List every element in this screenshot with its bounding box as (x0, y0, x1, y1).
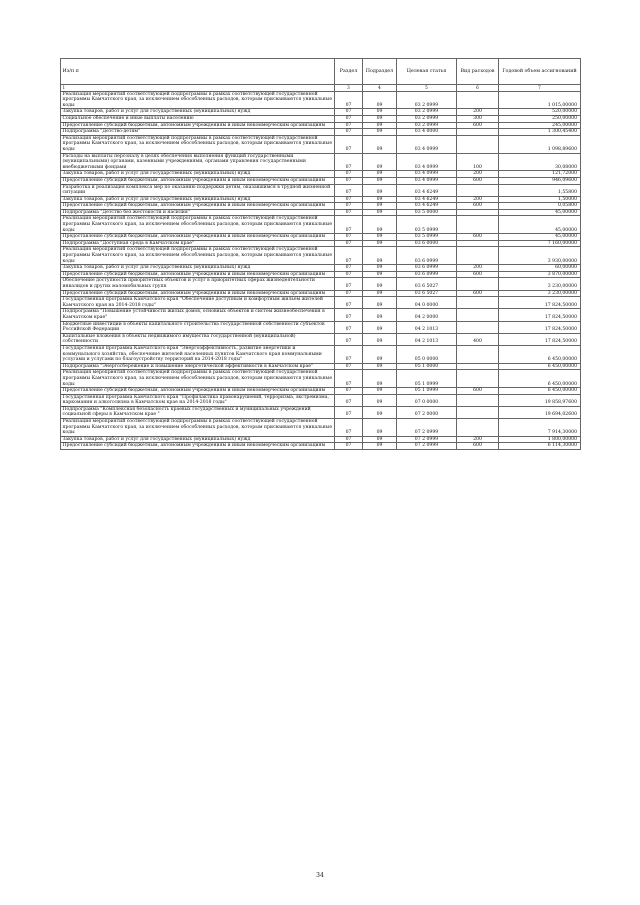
row-vid (457, 184, 499, 196)
row-razdel: 07 (335, 278, 363, 290)
row-vid (457, 419, 499, 437)
table-row (61, 209, 581, 216)
table-row (61, 109, 581, 116)
table-row (61, 419, 581, 437)
row-sum: 6 450,00000 (499, 363, 581, 370)
row-name: Предоставление субсидий бюджетным, автономным учреждениям и иным некоммерческим организациям (61, 122, 335, 129)
row-name: Социальное обеспечение и иные выплаты населению (61, 115, 335, 122)
row-target: 05 0 0000 (397, 345, 457, 363)
row-target: 04 2 1013 (397, 321, 457, 333)
row-razdel: 07 (335, 184, 363, 196)
header-vid: Вид расходов (457, 59, 499, 85)
row-sum: 1 015,00000 (499, 91, 581, 109)
row-sum: 245,00000 (499, 122, 581, 129)
table-row (61, 203, 581, 210)
row-target: 03 6 5027 (397, 278, 457, 290)
table-row (61, 129, 581, 136)
row-target: 05 1 0999 (397, 370, 457, 388)
row-target: 07 0 0000 (397, 394, 457, 406)
row-sum: 1 300,45400 (499, 129, 581, 136)
row-name: Обеспечение доступности приоритетных объектов и услуг в приоритетных сферах жизнедеятельности инвалидов и других маломобильных групп (61, 278, 335, 290)
row-sum: 1 098,89600 (499, 135, 581, 153)
row-razdel: 07 (335, 290, 363, 297)
row-target: 03 4 0999 (397, 171, 457, 178)
table-row (61, 234, 581, 241)
row-sum: 6 114,30000 (499, 443, 581, 450)
row-target: 03 4 6249 (397, 196, 457, 203)
row-razdel: 07 (335, 345, 363, 363)
row-podrazdel: 09 (363, 184, 397, 196)
row-sum: 1 800,00000 (499, 436, 581, 443)
row-name: Реализация мероприятий соответствующей подпрограммы в рамках соответствующей государственной программы Камчатского края, за исключением обособленных расходов, которым присваиваются уникальные коды (61, 91, 335, 109)
row-razdel: 07 (335, 394, 363, 406)
row-sum: 6 450,00000 (499, 388, 581, 395)
row-podrazdel: 09 (363, 278, 397, 290)
row-razdel: 07 (335, 406, 363, 418)
table-row (61, 271, 581, 278)
row-vid: 200 (457, 436, 499, 443)
row-name: Реализация мероприятий соответствующей подпрограммы в рамках соответствующей государственной программы Камчатского края, за исключением обособленных расходов, которым присваиваются уникальные коды (61, 216, 335, 234)
row-target: 04 2 0000 (397, 309, 457, 321)
row-target: 07 2 0999 (397, 436, 457, 443)
row-sum: 0,05800 (499, 203, 581, 210)
row-target: 03 4 0999 (397, 177, 457, 184)
row-target: 07 2 0000 (397, 406, 457, 418)
table-row (61, 370, 581, 388)
row-vid (457, 345, 499, 363)
row-podrazdel: 09 (363, 171, 397, 178)
row-podrazdel: 09 (363, 388, 397, 395)
row-name: Подпрограмма "Комплексная безопасность краевых государственных и муниципальных учреждений социальной сферы в Камчатском крае " (61, 406, 335, 418)
row-razdel: 07 (335, 363, 363, 370)
row-podrazdel: 09 (363, 247, 397, 265)
header-name: Из/п п (61, 59, 335, 85)
row-vid: 200 (457, 265, 499, 272)
row-sum: 17 824,50000 (499, 297, 581, 309)
row-name: Подпрограмма "Повышение устойчивости жилых домов, основных объектов и систем жизнеобеспечения в Камчатском крае" (61, 309, 335, 321)
row-vid (457, 297, 499, 309)
row-podrazdel: 09 (363, 109, 397, 116)
row-name: Расходы на выплаты персоналу в целях обеспечения выполнения функций государственными (муниципальными) органами, казенными учреждениями, органами управления государственными внебюджетными фондами (61, 153, 335, 171)
row-sum: 7 160,00000 (499, 240, 581, 247)
row-vid (457, 394, 499, 406)
row-podrazdel: 09 (363, 129, 397, 136)
page-number: 34 (316, 872, 324, 879)
row-sum: 17 824,50000 (499, 309, 581, 321)
table-row (61, 153, 581, 171)
row-name: Предоставление субсидий бюджетным, автономным учреждениям и иным некоммерческим организациям (61, 443, 335, 450)
row-name: Закупка товаров, работ и услуг для государственных (муниципальных) нужд (61, 436, 335, 443)
row-target: 03 6 5027 (397, 290, 457, 297)
row-name: Предоставление субсидий бюджетным, автономным учреждениям и иным некоммерческим организациям (61, 290, 335, 297)
row-target: 03 4 6249 (397, 203, 457, 210)
row-podrazdel: 09 (363, 209, 397, 216)
row-sum: 60,00000 (499, 265, 581, 272)
table-row (61, 247, 581, 265)
row-name: Подпрограмма "Детство без жестокости и насилия" (61, 209, 335, 216)
table-row (61, 436, 581, 443)
table-row (61, 388, 581, 395)
row-razdel: 07 (335, 436, 363, 443)
row-razdel: 07 (335, 297, 363, 309)
row-razdel: 07 (335, 419, 363, 437)
row-vid (457, 129, 499, 136)
table-header-row (61, 59, 581, 85)
row-name: Реализация мероприятий соответствующей подпрограммы в рамках соответствующей государственной программы Камчатского края, за исключением обособленных расходов, которым присваиваются уникальные коды (61, 135, 335, 153)
row-razdel: 07 (335, 203, 363, 210)
colnum: 1 (61, 85, 335, 92)
row-podrazdel: 09 (363, 203, 397, 210)
row-name: Государственная программа Камчатского края "Профилактика правонарушений, терроризма, экстремизма, наркомании и алкоголизма в Камчатском крае на 2014-2018 годы" (61, 394, 335, 406)
table-row (61, 184, 581, 196)
row-razdel: 07 (335, 234, 363, 241)
row-razdel: 07 (335, 388, 363, 395)
row-sum: 17 824,50000 (499, 321, 581, 333)
row-podrazdel: 09 (363, 265, 397, 272)
row-vid (457, 209, 499, 216)
column-number-row (61, 85, 581, 92)
table-row (61, 171, 581, 178)
row-vid (457, 91, 499, 109)
row-target: 03 2 0999 (397, 122, 457, 129)
row-sum: 7 914,30000 (499, 419, 581, 437)
row-name: Подпрограмма "Энергосбережение и повышение энергетической эффективности в Камчатском крае" (61, 363, 335, 370)
row-podrazdel: 09 (363, 345, 397, 363)
row-target: 03 4 6249 (397, 184, 457, 196)
row-target: 03 4 0000 (397, 129, 457, 136)
row-target: 03 2 0999 (397, 109, 457, 116)
row-podrazdel: 09 (363, 271, 397, 278)
row-podrazdel: 09 (363, 309, 397, 321)
row-podrazdel: 09 (363, 290, 397, 297)
row-vid: 300 (457, 115, 499, 122)
row-razdel: 07 (335, 177, 363, 184)
row-name: Капитальные вложения в объекты недвижимого имущества государственной (муниципальной) собственности (61, 333, 335, 345)
row-sum: 19 694,02600 (499, 406, 581, 418)
row-razdel: 07 (335, 109, 363, 116)
table-row (61, 394, 581, 406)
row-razdel: 07 (335, 216, 363, 234)
row-razdel: 07 (335, 240, 363, 247)
row-name: Закупка товаров, работ и услуг для государственных (муниципальных) нужд (61, 171, 335, 178)
row-vid (457, 135, 499, 153)
row-target: 04 0 0000 (397, 297, 457, 309)
row-vid (457, 309, 499, 321)
row-podrazdel: 09 (363, 135, 397, 153)
row-vid: 600 (457, 177, 499, 184)
row-razdel: 07 (335, 196, 363, 203)
row-vid (457, 406, 499, 418)
row-name: Реализация мероприятий соответствующей подпрограммы в рамках соответствующей государственной программы Камчатского края, за исключением обособленных расходов, которым присваиваются уникальные коды (61, 247, 335, 265)
row-vid (457, 278, 499, 290)
row-sum: 1,55800 (499, 184, 581, 196)
row-razdel: 07 (335, 370, 363, 388)
row-name: Предоставление субсидий бюджетным, автономным учреждениям и иным некоммерческим организациям (61, 177, 335, 184)
row-vid: 600 (457, 203, 499, 210)
row-sum: 19 858,97600 (499, 394, 581, 406)
row-razdel: 07 (335, 122, 363, 129)
row-name: Предоставление субсидий бюджетным, автономным учреждениям и иным некоммерческим организациям (61, 234, 335, 241)
row-vid (457, 363, 499, 370)
row-razdel: 07 (335, 443, 363, 450)
row-target: 03 6 0999 (397, 247, 457, 265)
row-razdel: 07 (335, 135, 363, 153)
row-sum: 3 230,00000 (499, 290, 581, 297)
row-razdel: 07 (335, 171, 363, 178)
row-razdel: 07 (335, 309, 363, 321)
row-sum: 250,00000 (499, 115, 581, 122)
row-name: Государственная программа Камчатского края "Энергоэффективность, развитие энергетики и коммунального хозяйства, обеспечение жителей населенных пунктов Камчатского края коммунальными услугами и услугами по благоустройству территорий на 2014-2018 годы" (61, 345, 335, 363)
budget-table-page (60, 58, 580, 450)
table-row (61, 91, 581, 109)
row-vid: 200 (457, 109, 499, 116)
table-row (61, 345, 581, 363)
row-podrazdel: 09 (363, 153, 397, 171)
row-vid: 600 (457, 388, 499, 395)
row-razdel: 07 (335, 91, 363, 109)
row-vid (457, 370, 499, 388)
row-podrazdel: 09 (363, 436, 397, 443)
row-vid: 600 (457, 271, 499, 278)
row-sum: 3 230,00000 (499, 278, 581, 290)
row-podrazdel: 09 (363, 363, 397, 370)
table-row (61, 406, 581, 418)
table-row (61, 333, 581, 345)
row-razdel: 07 (335, 321, 363, 333)
row-podrazdel: 09 (363, 115, 397, 122)
row-vid: 200 (457, 171, 499, 178)
row-target: 05 1 0999 (397, 388, 457, 395)
row-target: 03 2 0999 (397, 115, 457, 122)
row-podrazdel: 09 (363, 370, 397, 388)
table-row (61, 177, 581, 184)
row-podrazdel: 09 (363, 443, 397, 450)
table-body (61, 91, 581, 449)
row-sum: 45,00000 (499, 216, 581, 234)
row-vid: 100 (457, 153, 499, 171)
row-name: Предоставление субсидий бюджетным, автономным учреждениям и иным некоммерческим организациям (61, 271, 335, 278)
colnum: 3 (335, 85, 363, 92)
row-name: Предоставление субсидий бюджетным, автономным учреждениям и иным некоммерческим организациям (61, 388, 335, 395)
row-razdel: 07 (335, 115, 363, 122)
row-target: 03 4 0999 (397, 153, 457, 171)
row-podrazdel: 09 (363, 234, 397, 241)
row-target: 03 6 0999 (397, 265, 457, 272)
table-row (61, 321, 581, 333)
row-podrazdel: 09 (363, 240, 397, 247)
row-podrazdel: 09 (363, 122, 397, 129)
row-sum: 3 930,00000 (499, 247, 581, 265)
row-razdel: 07 (335, 271, 363, 278)
row-sum: 17 824,50000 (499, 333, 581, 345)
colnum: 7 (499, 85, 581, 92)
row-podrazdel: 09 (363, 394, 397, 406)
row-vid (457, 216, 499, 234)
row-target: 03 6 0000 (397, 240, 457, 247)
row-sum: 3 870,00000 (499, 271, 581, 278)
row-razdel: 07 (335, 153, 363, 171)
header-podrazdel: Подраздел (363, 59, 397, 85)
row-name: Закупка товаров, работ и услуг для государственных (муниципальных) нужд (61, 265, 335, 272)
row-sum: 1,50000 (499, 196, 581, 203)
header-target: Целевая статья (397, 59, 457, 85)
row-sum: 121,72000 (499, 171, 581, 178)
row-razdel: 07 (335, 265, 363, 272)
row-target: 04 2 1013 (397, 333, 457, 345)
table-row (61, 240, 581, 247)
table-row (61, 443, 581, 450)
row-target: 07 2 0999 (397, 419, 457, 437)
colnum: 4 (363, 85, 397, 92)
table-row (61, 115, 581, 122)
row-target: 03 5 0999 (397, 234, 457, 241)
row-razdel: 07 (335, 247, 363, 265)
row-podrazdel: 09 (363, 333, 397, 345)
row-target: 03 2 0999 (397, 91, 457, 109)
row-name: Реализация мероприятий соответствующей подпрограммы в рамках соответствующей государственной программы Камчатского края, за исключением обособленных расходов, которым присваиваются уникальные коды (61, 370, 335, 388)
row-vid: 600 (457, 234, 499, 241)
row-podrazdel: 09 (363, 406, 397, 418)
table-row (61, 265, 581, 272)
row-podrazdel: 09 (363, 321, 397, 333)
row-vid: 600 (457, 290, 499, 297)
row-sum: 946,09600 (499, 177, 581, 184)
row-podrazdel: 09 (363, 297, 397, 309)
table-row (61, 309, 581, 321)
row-target: 03 5 0000 (397, 209, 457, 216)
row-name: Предоставление субсидий бюджетным, автономным учреждениям и иным некоммерческим организациям (61, 203, 335, 210)
row-target: 03 4 0999 (397, 135, 457, 153)
row-vid: 400 (457, 333, 499, 345)
row-razdel: 07 (335, 333, 363, 345)
row-name: Разработка и реализация комплекса мер по оказанию поддержки детям, оказавшимся в трудной жизненной ситуации (61, 184, 335, 196)
row-name: Бюджетные инвестиции в объекты капитального строительства государственной собственности субъектов Российской Федерации (61, 321, 335, 333)
table-row (61, 135, 581, 153)
row-podrazdel: 09 (363, 177, 397, 184)
header-razdel: Раздел (335, 59, 363, 85)
row-sum: 45,00000 (499, 209, 581, 216)
row-podrazdel: 09 (363, 216, 397, 234)
row-podrazdel: 09 (363, 196, 397, 203)
budget-table (60, 58, 581, 450)
row-name: Реализация мероприятий соответствующей подпрограммы в рамках соответствующей государственной программы Камчатского края, за исключением обособленных расходов, которым присваиваются уникальные коды (61, 419, 335, 437)
row-target: 03 6 0999 (397, 271, 457, 278)
row-vid: 600 (457, 122, 499, 129)
colnum: 6 (457, 85, 499, 92)
row-vid (457, 247, 499, 265)
row-target: 03 5 0999 (397, 216, 457, 234)
row-target: 05 1 0000 (397, 363, 457, 370)
table-row (61, 122, 581, 129)
row-vid: 600 (457, 443, 499, 450)
row-sum: 520,00000 (499, 109, 581, 116)
table-row (61, 290, 581, 297)
table-row (61, 196, 581, 203)
row-name: Подпрограмма "Детство-детям" (61, 129, 335, 136)
table-row (61, 297, 581, 309)
row-sum: 45,00000 (499, 234, 581, 241)
row-sum: 6 450,00000 (499, 370, 581, 388)
row-razdel: 07 (335, 209, 363, 216)
row-vid: 200 (457, 196, 499, 203)
row-name: Государственная программа Камчатского края "Обеспечение доступным и комфортным жильем жителей Камчатского края на 2014-2018 годы" (61, 297, 335, 309)
row-name: Подпрограмма "Доступная среда в Камчатском крае" (61, 240, 335, 247)
colnum: 5 (397, 85, 457, 92)
table-row (61, 216, 581, 234)
row-sum: 30,08000 (499, 153, 581, 171)
row-razdel: 07 (335, 129, 363, 136)
row-podrazdel: 09 (363, 419, 397, 437)
row-name: Закупка товаров, работ и услуг для государственных (муниципальных) нужд (61, 196, 335, 203)
row-name: Закупка товаров, работ и услуг для государственных (муниципальных) нужд (61, 109, 335, 116)
row-vid (457, 240, 499, 247)
header-volume: Годовой объем ассигнований (499, 59, 581, 85)
table-row (61, 363, 581, 370)
row-vid (457, 321, 499, 333)
row-podrazdel: 09 (363, 91, 397, 109)
row-sum: 6 450,00000 (499, 345, 581, 363)
table-row (61, 278, 581, 290)
row-target: 07 2 0999 (397, 443, 457, 450)
